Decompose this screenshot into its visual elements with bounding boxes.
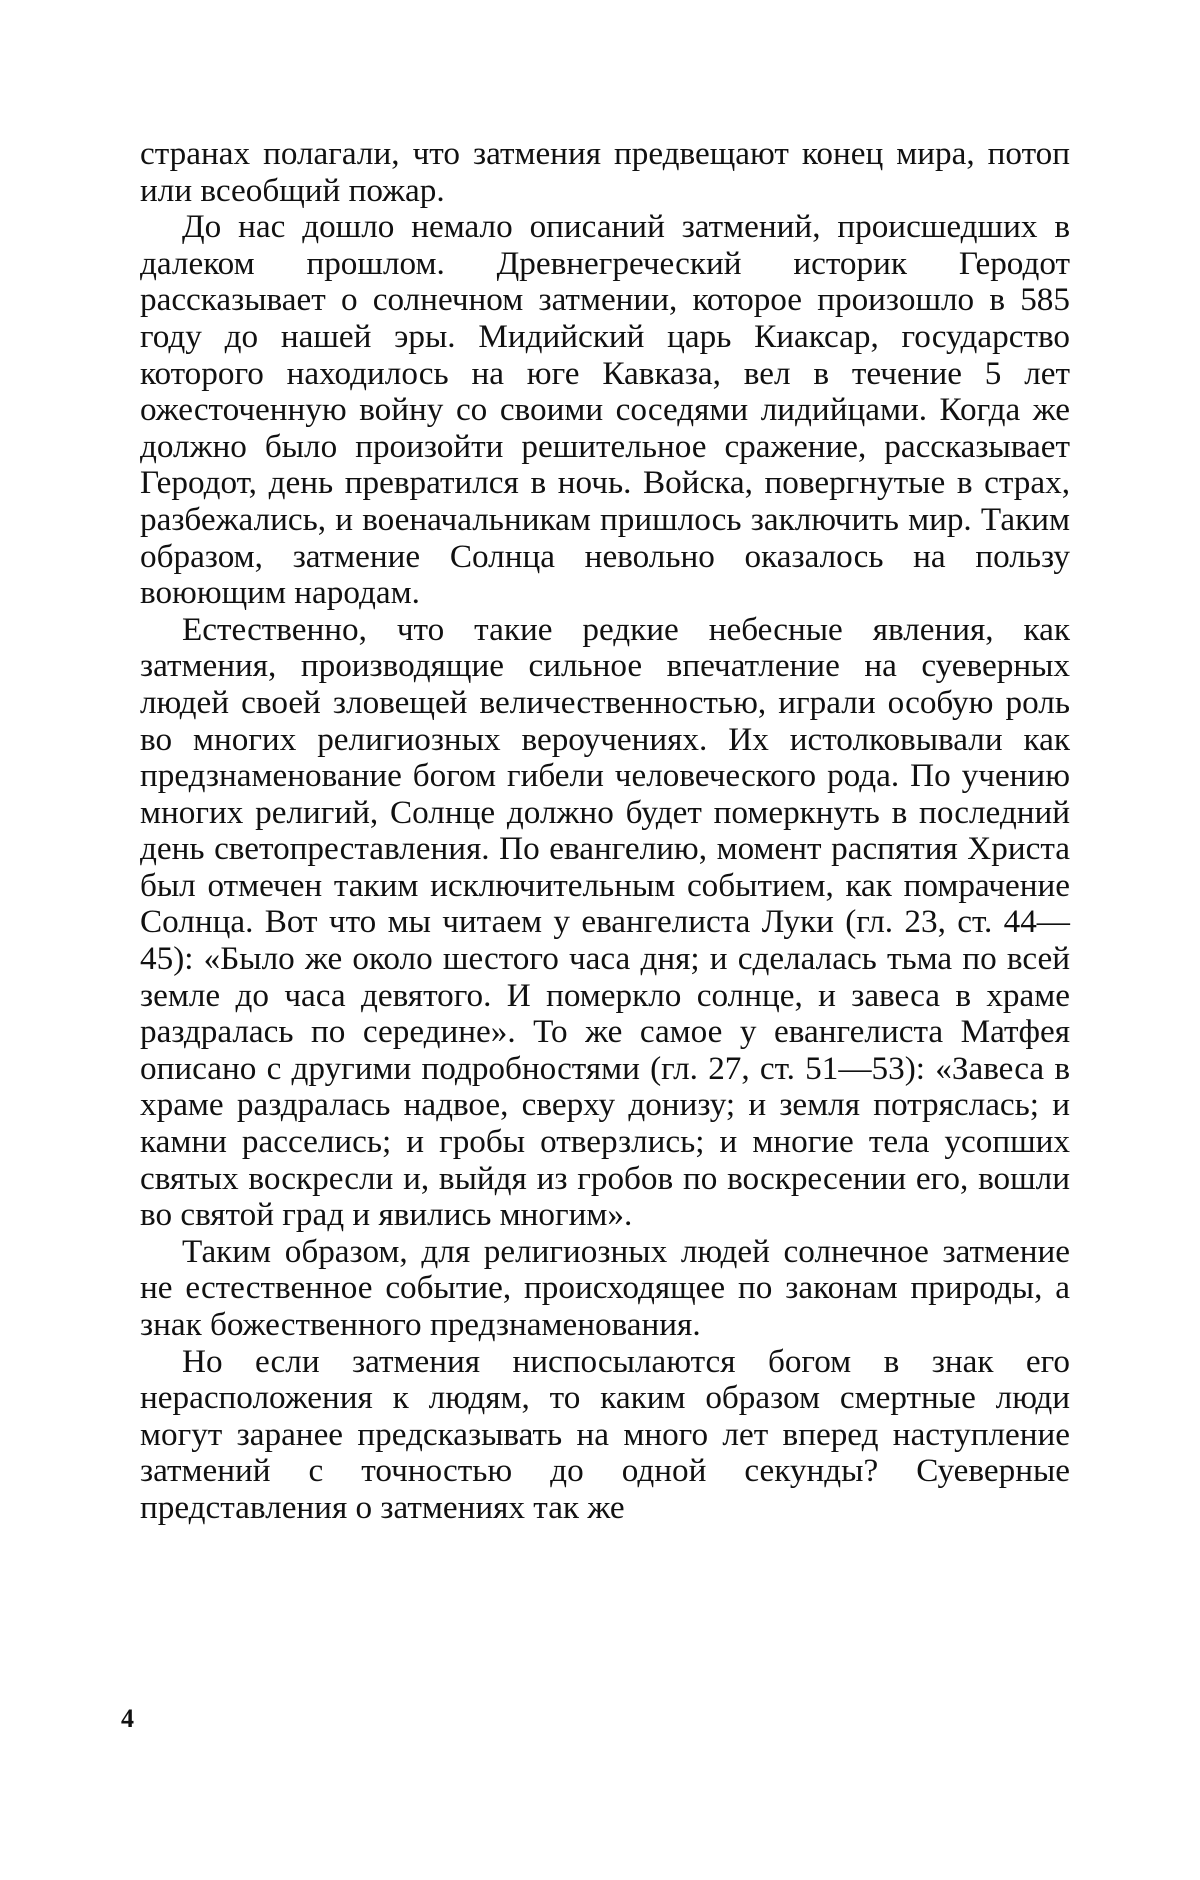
paragraph-religious-interpretations: Естественно, что такие редкие небесные явления, как затмения, производящие сильное впечатление на суеверных людей своей зловещей величественностью, играли особую роль во многих религиозных вероучениях. Их истолковывали как предзнаменование богом гибели человеческого рода. По учению многих религий, Солнце должно будет померкнуть в последний день светопреставления. По евангелию, момент распятия Христа был отмечен таким исключительным событием, как помрачение Солнца. Вот что мы читаем у евангелиста Луки (гл. 23, ст. 44—45): «Было же около шестого часа дня; и сделалась тьма по всей земле до часа девятого. И померкло солнце, и завеса в храме раздралась по середине». То же самое у евангелиста Матфея описано с другими подробностями (гл. 27, ст. 51—53): «Завеса в храме раздралась надвое, сверху донизу; и земля потряслась; и камни расселись; и гробы отверзлись; и многие тела усопших святых воскресли и, выйдя из гробов по воскресении его, вошли во святой град и явились многим».	[140, 610, 1070, 1234]
paragraph-prediction-question: Но если затмения ниспосылаются богом в знак его нерасположения к людям, то каким образом смертные люди могут заранее предсказывать на много лет вперед наступление затмений с точностью до одной секунды? Суеверные представления о затмениях так же	[140, 1342, 1070, 1526]
paragraph-herodotus-eclipse: До нас дошло немало описаний затмений, происшедших в далеком прошлом. Древнегреческий историк Геродот рассказывает о солнечном затмении, которое произошло в 585 году до нашей эры. Мидийский царь Киаксар, государство которого находилось на юге Кавказа, вел в течение 5 лет ожесточенную войну со своими соседями лидийцами. Когда же должно было произойти решительное сражение, рассказывает Геродот, день превратился в ночь. Войска, повергнутые в страх, разбежались, и военачальникам пришлось заключить мир. Таким образом, затмение Солнца невольно оказалось на пользу воюющим народам.	[140, 208, 1070, 612]
paragraph-religious-people: Таким образом, для религиозных людей солнечное затмение не естественное событие, происходящее по законам природы, а знак божественного предзнаменования.	[140, 1232, 1070, 1343]
paragraph-continuation: странах полагали, что затмения предвещают конец мира, потоп или всеобщий пожар.	[140, 135, 1070, 209]
page-text-block	[140, 136, 1070, 1527]
page-number: 4	[121, 1704, 134, 1733]
